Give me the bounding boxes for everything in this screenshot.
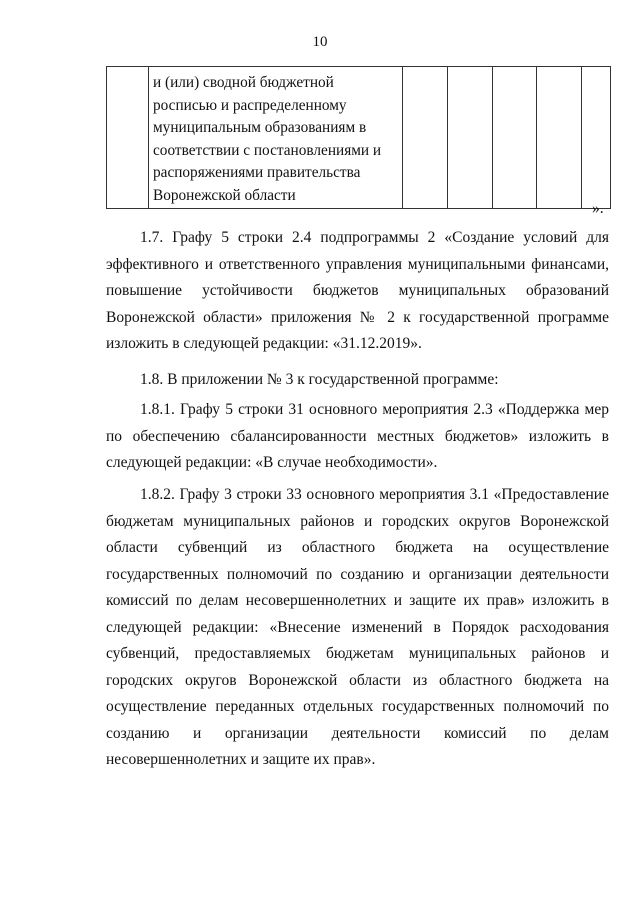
- table-fragment: [106, 66, 611, 209]
- text-line: осуществление переданных отдельных государственных полномочий по: [106, 698, 609, 715]
- text-line: субвенций, предоставляемых бюджетам муниципальных районов и: [106, 645, 609, 662]
- text-line: по обеспечению сбалансированности местных бюджетов» изложить в: [106, 427, 609, 445]
- text-line: 1.8. В приложении № 3 к государственной программе:: [140, 371, 499, 388]
- cell-line: соответствии с постановлениями и: [153, 141, 382, 159]
- cell-line: муниципальным образованиям в: [153, 119, 367, 137]
- text-line: несовершеннолетних и защите их прав».: [106, 751, 376, 768]
- table-cell-empty: [448, 67, 493, 209]
- text-line: бюджетам муниципальных районов и городских округов Воронежской: [106, 512, 609, 530]
- text-line: 1.7. Графу 5 строки 2.4 подпрограммы 2 «Создание условий для: [140, 229, 609, 246]
- paragraph-1-7: [106, 225, 609, 358]
- text-line: Воронежской области» приложения № 2 к государственной программе: [106, 308, 609, 326]
- text-line: повышение устойчивости бюджетов муниципальных образований: [106, 282, 609, 299]
- table-cell-empty: [493, 67, 537, 209]
- cell-line: Воронежской области: [153, 186, 296, 204]
- text-line: следующей редакции: «Внесение изменений в Порядок расходования: [106, 618, 609, 636]
- text-line: изложить в следующей редакции: «31.12.2019».: [106, 335, 422, 352]
- text-line: государственных полномочий по созданию и организации деятельности: [106, 565, 609, 583]
- text-line: городских округов Воронежской области из областного бюджета на: [106, 671, 609, 689]
- text-line: следующей редакции: «В случае необходимости».: [106, 454, 438, 471]
- text-line: области субвенций из областного бюджета на осуществление: [106, 539, 609, 556]
- table-cell-empty: [582, 67, 611, 209]
- cell-line: распоряжениями правительства: [153, 164, 361, 182]
- page-number: 10: [312, 34, 328, 50]
- closing-quote: ».: [592, 200, 604, 217]
- text-line: комиссий по делам несовершеннолетних и защите их прав» изложить в: [106, 592, 609, 609]
- text-line: 1.8.1. Графу 5 строки 31 основного мероприятия 2.3 «Поддержка мер: [140, 401, 609, 418]
- table-cell-empty: [107, 67, 149, 209]
- text-line: эффективного и ответственного управления муниципальными финансами,: [106, 255, 609, 273]
- text-line: 1.8.2. Графу 3 строки 33 основного мероприятия 3.1 «Предоставление: [140, 486, 609, 503]
- table-cell-text: [149, 67, 403, 209]
- cell-line: и (или) сводной бюджетной: [153, 74, 334, 91]
- text-line: созданию и организации деятельности комиссий по делам: [106, 724, 609, 742]
- table-row: [107, 67, 611, 209]
- table-cell-empty: [537, 67, 582, 209]
- paragraph-1-8: [106, 367, 609, 394]
- paragraph-1-8-1: [106, 397, 609, 477]
- paragraph-1-8-2: [106, 482, 609, 774]
- cell-line: росписью и распределенному: [153, 96, 347, 114]
- table-cell-empty: [403, 67, 448, 209]
